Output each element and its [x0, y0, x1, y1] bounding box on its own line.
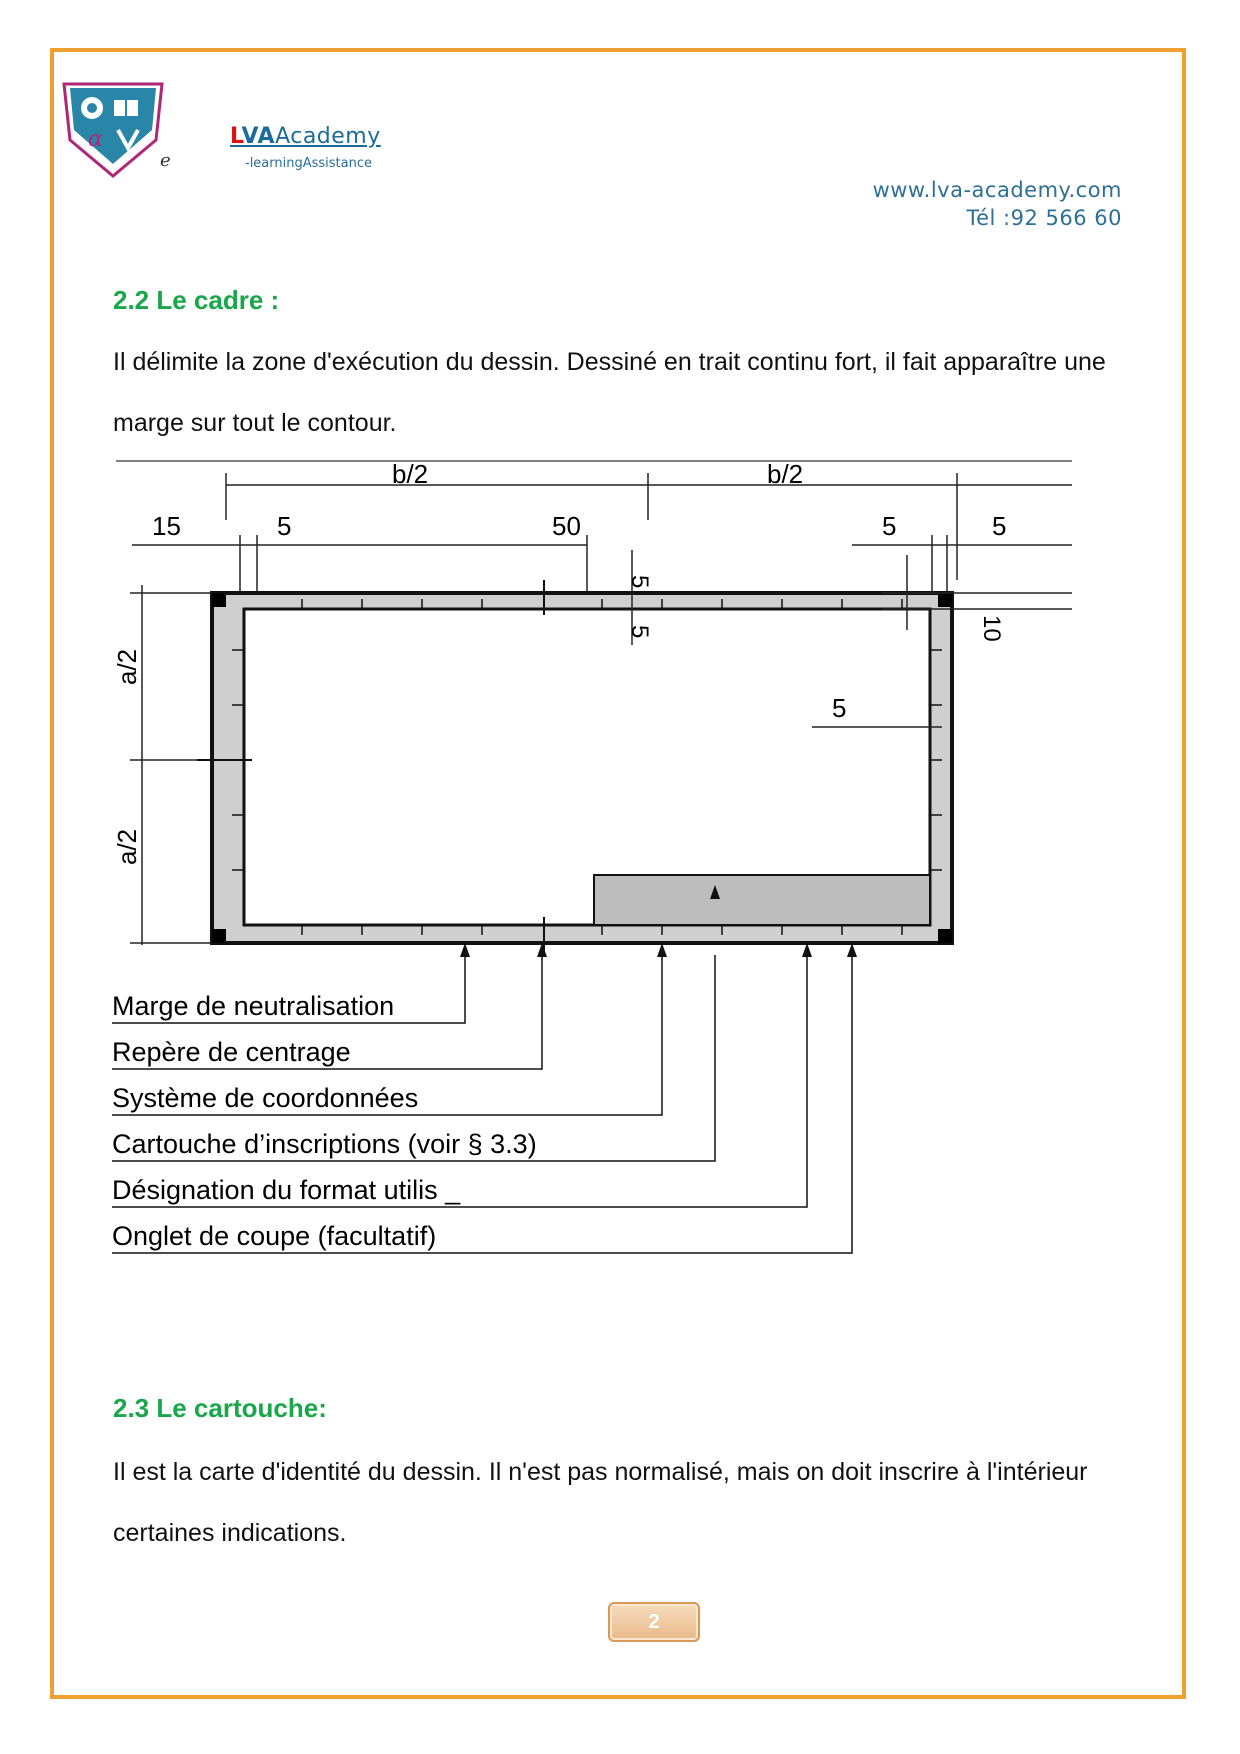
phone-number: Tél :92 566 60 [966, 206, 1122, 230]
paragraph-cadre: Il délimite la zone d'exécution du dessin. Dessiné en trait continu fort, il fait apparaître une marge sur tout le contour. [113, 348, 1106, 437]
frame-diagram [112, 455, 1072, 1375]
alpha-icon: α [88, 127, 103, 152]
label-cartouche-inscriptions: Cartouche d’inscriptions (voir § 3.3) [112, 1129, 537, 1159]
paragraph-cartouche: Il est la carte d'identité du dessin. Il n'est pas normalisé, mais on doit inscrire à l'intérieur certaines indications. [113, 1458, 1088, 1547]
section-title-cadre: 2.2 Le cadre : [113, 285, 280, 315]
brand-subtitle: -learningAssistance [245, 156, 372, 171]
dim-5-right: 5 [882, 511, 897, 541]
label-systeme-coordonnees: Système de coordonnées [112, 1083, 419, 1113]
dim-b-half-right: b/2 [767, 459, 804, 489]
dim-50: 50 [552, 511, 581, 541]
section-title-cartouche: 2.3 Le cartouche: [113, 1393, 327, 1423]
dim-a-half-top: a/2 [112, 648, 142, 685]
brand-academy: Academy [275, 124, 381, 149]
dim-10: 10 [978, 615, 1005, 642]
label-marge-neutralisation: Marge de neutralisation [112, 991, 395, 1021]
dim-a-half-bot: a/2 [112, 828, 142, 865]
dim-5-vert-bot: 5 [626, 625, 653, 639]
dim-b-half-left: b/2 [392, 459, 429, 489]
page-number-badge: 2 [608, 1602, 700, 1642]
brand-name [230, 124, 381, 149]
dim-15: 15 [152, 511, 181, 541]
label-repere-centrage: Repère de centrage [112, 1037, 351, 1067]
label-onglet-coupe: Onglet de coupe (facultatif) [112, 1221, 437, 1251]
lva-logo [58, 78, 168, 178]
brand-l: L [230, 124, 242, 149]
dim-5-inner: 5 [832, 693, 847, 723]
dim-5-left: 5 [277, 511, 292, 541]
website-link[interactable]: www.lva-academy.com [872, 178, 1122, 202]
contact-block [873, 176, 1122, 232]
brand-e: e [160, 150, 171, 171]
dim-5-far: 5 [992, 511, 1007, 541]
label-designation-format: Désignation du format utilis _ [112, 1175, 461, 1205]
brand-va: VA [241, 124, 276, 149]
dim-5-vert-top: 5 [626, 575, 653, 589]
